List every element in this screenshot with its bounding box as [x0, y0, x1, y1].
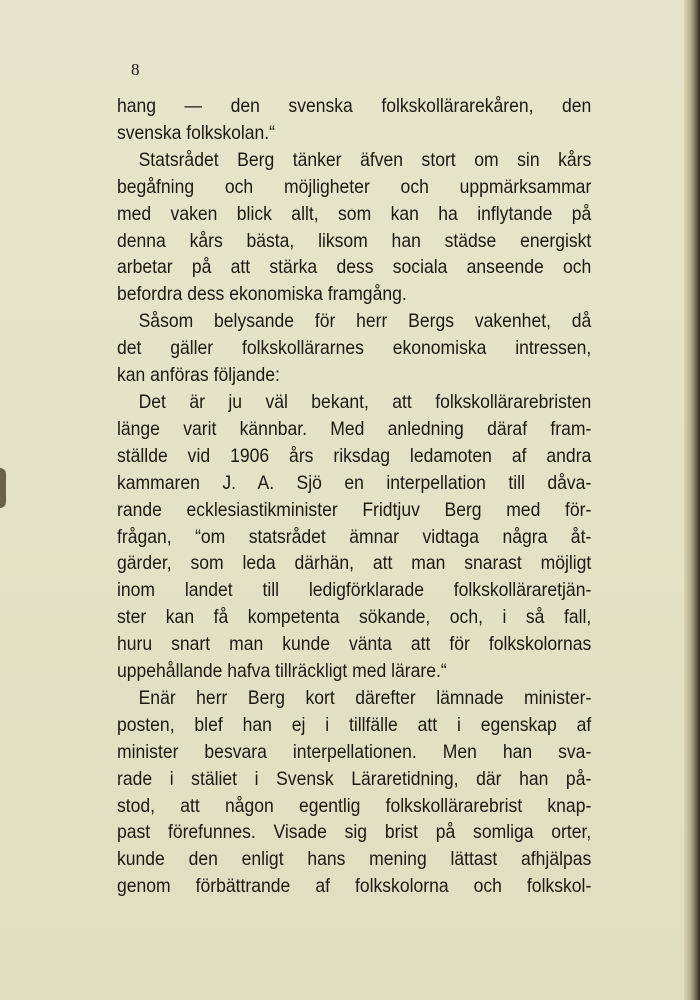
text-line: kammaren J. A. Sjö en interpellation till dåva- — [117, 471, 592, 494]
text-line: befordra dess ekonomiska framgång. — [117, 283, 407, 306]
text-line: arbetar på att stärka dess sociala anseende och — [117, 256, 592, 279]
page-edge-shadow — [684, 0, 700, 1000]
text-line: inom landet till ledigförklarade folkskolläraretjän- — [117, 579, 592, 602]
text-line: posten, blef han ej i tillfälle att i egenskap af — [117, 713, 592, 736]
body-text — [117, 93, 592, 900]
text-line: det gäller folkskollärarnes ekonomiska intressen, — [117, 337, 592, 360]
text-line: ställde vid 1906 års riksdag ledamoten af andra — [117, 444, 592, 467]
text-line: frågan, “om statsrådet ämnar vidtaga några åt- — [117, 525, 592, 548]
text-line: minister besvara interpellationen. Men han sva- — [117, 740, 592, 763]
text-line: Det är ju väl bekant, att folkskollärarebristen — [138, 390, 592, 413]
text-line: genom förbättrande af folkskolorna och folkskol- — [117, 875, 592, 898]
text-line: past förefunnes. Visade sig brist på somliga orter, — [117, 821, 592, 844]
text-line: kunde den enligt hans mening lättast afhjälpas — [117, 848, 592, 871]
text-line: länge varit kännbar. Med anledning däraf fram- — [117, 417, 592, 440]
text-line: rade i stäliet i Svensk Läraretidning, där han på- — [117, 767, 592, 790]
text-line: kan anföras följande: — [117, 364, 280, 387]
text-line: med vaken blick allt, som kan ha inflytande på — [117, 202, 592, 225]
text-line: hang — den svenska folkskollärarekåren, den — [117, 95, 592, 117]
text-line: begåfning och möjligheter och uppmärksammar — [117, 175, 592, 198]
text-line: ster kan få kompetenta sökande, och, i så fall, — [117, 606, 592, 629]
text-line: Enär herr Berg kort därefter lämnade minister- — [138, 686, 592, 709]
text-line: gärder, som leda därhän, att man snarast möjligt — [117, 552, 592, 575]
text-line: uppehållande hafva tillräckligt med lärare.“ — [117, 660, 447, 683]
text-line: Statsrådet Berg tänker äfven stort om sin kårs — [138, 148, 592, 171]
text-line: rande ecklesiastikminister Fridtjuv Berg med för- — [117, 498, 592, 521]
text-line: svenska folkskolan.“ — [117, 121, 276, 144]
page-number: 8 — [131, 60, 140, 79]
text-line: Såsom belysande för herr Bergs vakenhet, då — [138, 310, 592, 333]
text-line: stod, att någon egentlig folkskollärarebrist knap- — [117, 794, 592, 817]
binding-mark — [0, 468, 6, 508]
text-line: denna kårs bästa, liksom han städse energiskt — [117, 229, 592, 252]
text-line: huru snart man kunde vänta att för folkskolornas — [117, 633, 592, 656]
